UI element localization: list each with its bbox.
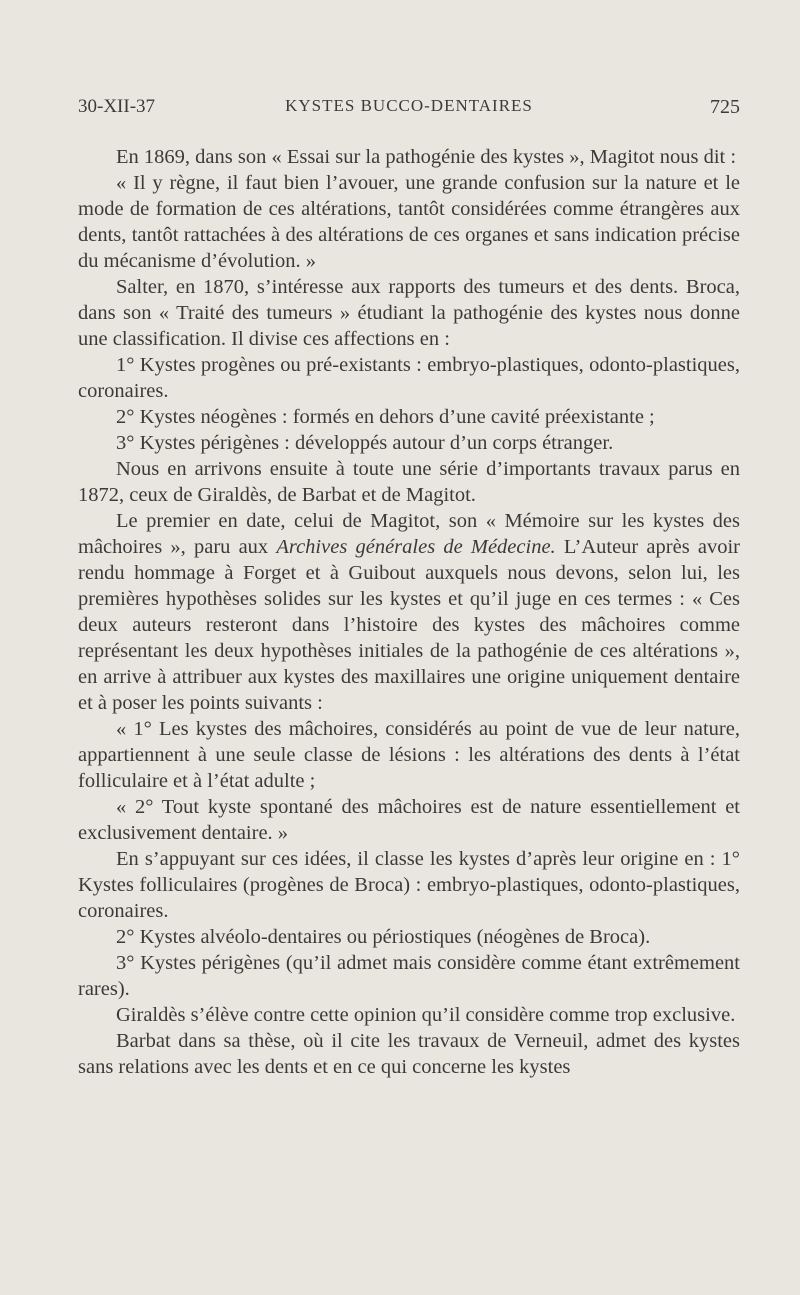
paragraph: 3° Kystes périgènes : développés autour d’un corps étranger. [116, 432, 614, 454]
paragraph: 2° Kystes néogènes : formés en dehors d’une cavité préexistante ; [116, 406, 655, 428]
paragraph-text: Le premier en date, celui de Magitot, son « Mémoire sur les kystes des mâchoires », paru aux [78, 510, 740, 558]
header-running-title: KYSTES BUCCO-DENTAIRES [285, 96, 533, 115]
paragraph-text: L’Auteur après avoir rendu hommage à Forget et à Guibout auxquels nous devons, selon lui, les premières hypothèses solides sur les kystes et qu’il juge en ces termes : « Ces deux auteurs resteront dans l’histoire des kystes des mâchoires comme représentant les deux hypothèses initiales de la pathogénie de ces altérations », en arrive à attribuer aux kystes des maxillaires une origine uniquement dentaire et à poser les points suivants : [78, 536, 740, 714]
paragraph: 3° Kystes périgènes (qu’il admet mais considère comme étant extrêmement rares). [78, 952, 740, 1000]
paragraph: Barbat dans sa thèse, où il cite les travaux de Verneuil, admet des kystes sans relations avec les dents et en ce qui concerne les kystes [78, 1030, 740, 1078]
paragraph: Salter, en 1870, s’intéresse aux rapports des tumeurs et des dents. Broca, dans son « Traité des tumeurs » étudiant la pathogénie des kystes nous donne une classification. Il divise ces affections en : [78, 276, 740, 350]
paragraph: « Il y règne, il faut bien l’avouer, une grande confusion sur la nature et le mode de formation de ces altérations, tantôt considérées comme étrangères aux dents, tantôt rattachées à des altérations de ces organes et sans indication précise du mécanisme d’évolution. » [78, 172, 740, 272]
paragraph: En s’appuyant sur ces idées, il classe les kystes d’après leur origine en : 1° Kystes folliculaires (progènes de Broca) : embryo-plastiques, odonto-plastiques, coronaires. [78, 848, 740, 922]
page-number: 725 [710, 96, 740, 118]
paragraph: 1° Kystes progènes ou pré-existants : embryo-plastiques, odonto-plastiques, coronaires. [78, 354, 740, 402]
paragraph: Nous en arrivons ensuite à toute une série d’importants travaux parus en 1872, ceux de Giraldès, de Barbat et de Magitot. [78, 458, 740, 506]
paragraph [78, 508, 740, 716]
body-text [78, 144, 740, 1080]
paragraph: En 1869, dans son « Essai sur la pathogénie des kystes », Magitot nous dit : [116, 146, 737, 168]
journal-title: Archives générales de Médecine. [276, 536, 556, 558]
paragraph: Giraldès s’élève contre cette opinion qu’il considère comme trop exclusive. [116, 1004, 736, 1026]
paragraph: 2° Kystes alvéolo-dentaires ou périostiques (néogènes de Broca). [116, 926, 651, 948]
header-date-ref: 30-XII-37 [78, 96, 156, 117]
paragraph: « 1° Les kystes des mâchoires, considérés au point de vue de leur nature, appartiennent à une seule classe de lésions : les altérations des dents à l’état folliculaire et à l’état adulte ; [78, 718, 740, 792]
paragraph: « 2° Tout kyste spontané des mâchoires est de nature essentiellement et exclusivement dentaire. » [78, 796, 740, 844]
running-header [78, 96, 740, 126]
